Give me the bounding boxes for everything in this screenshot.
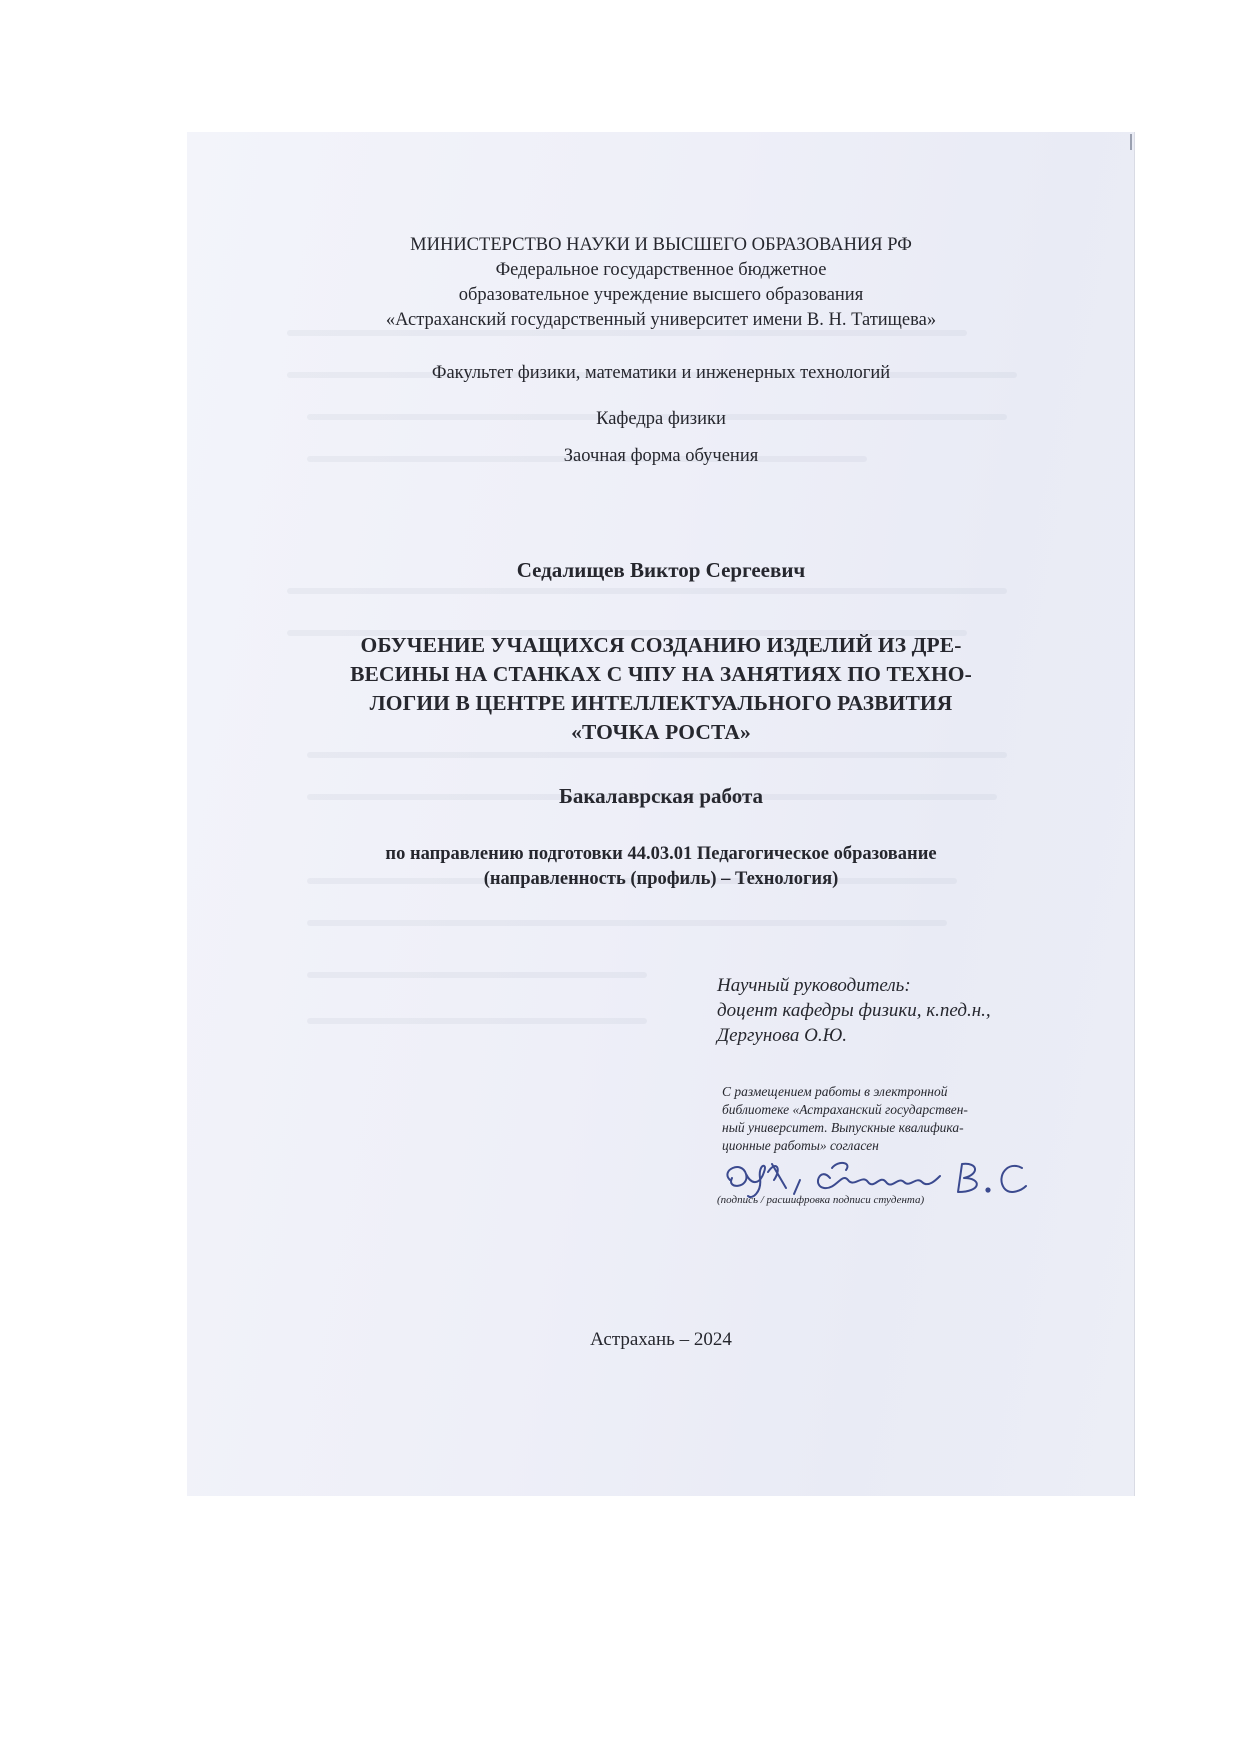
consent-line-2: библиотеке «Астраханский государствен- [722, 1102, 968, 1117]
university-name: «Астраханский государственный университет имени В. Н. Татищева» [385, 310, 937, 330]
consent-line-4: ционные работы» согласен [722, 1138, 879, 1153]
supervisor-label: Научный руководитель: [717, 975, 911, 996]
city-year: Астрахань – 2024 [590, 1329, 732, 1350]
institution-line-2: образовательное учреждение высшего образования [458, 285, 864, 305]
author-name: Седалищев Виктор Сергеевич [516, 558, 806, 582]
signature-caption: (подпись / расшифровка подписи студента) [717, 1194, 925, 1206]
work-type: Бакалаврская работа [558, 784, 764, 808]
direction-line-2: (направленность (профиль) – Технология) [483, 869, 839, 889]
consent-line-3: ный университет. Выпускные квалифика- [722, 1120, 964, 1135]
study-form: Заочная форма обучения [563, 446, 759, 466]
show-through [307, 920, 947, 926]
thesis-title-line-3: ЛОГИИ В ЦЕНТРЕ ИНТЕЛЛЕКТУАЛЬНОГО РАЗВИТИЯ [369, 691, 953, 715]
ministry-name: МИНИСТЕРСТВО НАУКИ И ВЫСШЕГО ОБРАЗОВАНИЯ РФ [410, 235, 912, 255]
consent-line-1: С размещением работы в электронной [722, 1084, 948, 1099]
show-through [307, 752, 1007, 758]
show-through [287, 588, 1007, 594]
institution-line-1: Федеральное государственное бюджетное [495, 260, 827, 280]
show-through [307, 972, 647, 978]
department-name: Кафедра физики [596, 409, 726, 429]
supervisor-position: доцент кафедры физики, к.пед.н., [717, 1000, 991, 1021]
faculty-name: Факультет физики, математики и инженерных технологий [431, 363, 891, 383]
direction-line-1: по направлению подготовки 44.03.01 Педагогическое образование [385, 844, 937, 864]
paper-edge-mark [1130, 134, 1132, 150]
thesis-title-line-2: ВЕСИНЫ НА СТАНКАХ С ЧПУ НА ЗАНЯТИЯХ ПО ТЕХНО- [350, 662, 972, 686]
show-through [307, 1018, 647, 1024]
supervisor-name: Дергунова О.Ю. [717, 1025, 847, 1046]
thesis-title-line-1: ОБУЧЕНИЕ УЧАЩИХСЯ СОЗДАНИЮ ИЗДЕЛИЙ ИЗ ДРЕ- [360, 633, 962, 657]
title-page [187, 132, 1135, 1496]
thesis-title-line-4: «ТОЧКА РОСТА» [571, 720, 751, 744]
